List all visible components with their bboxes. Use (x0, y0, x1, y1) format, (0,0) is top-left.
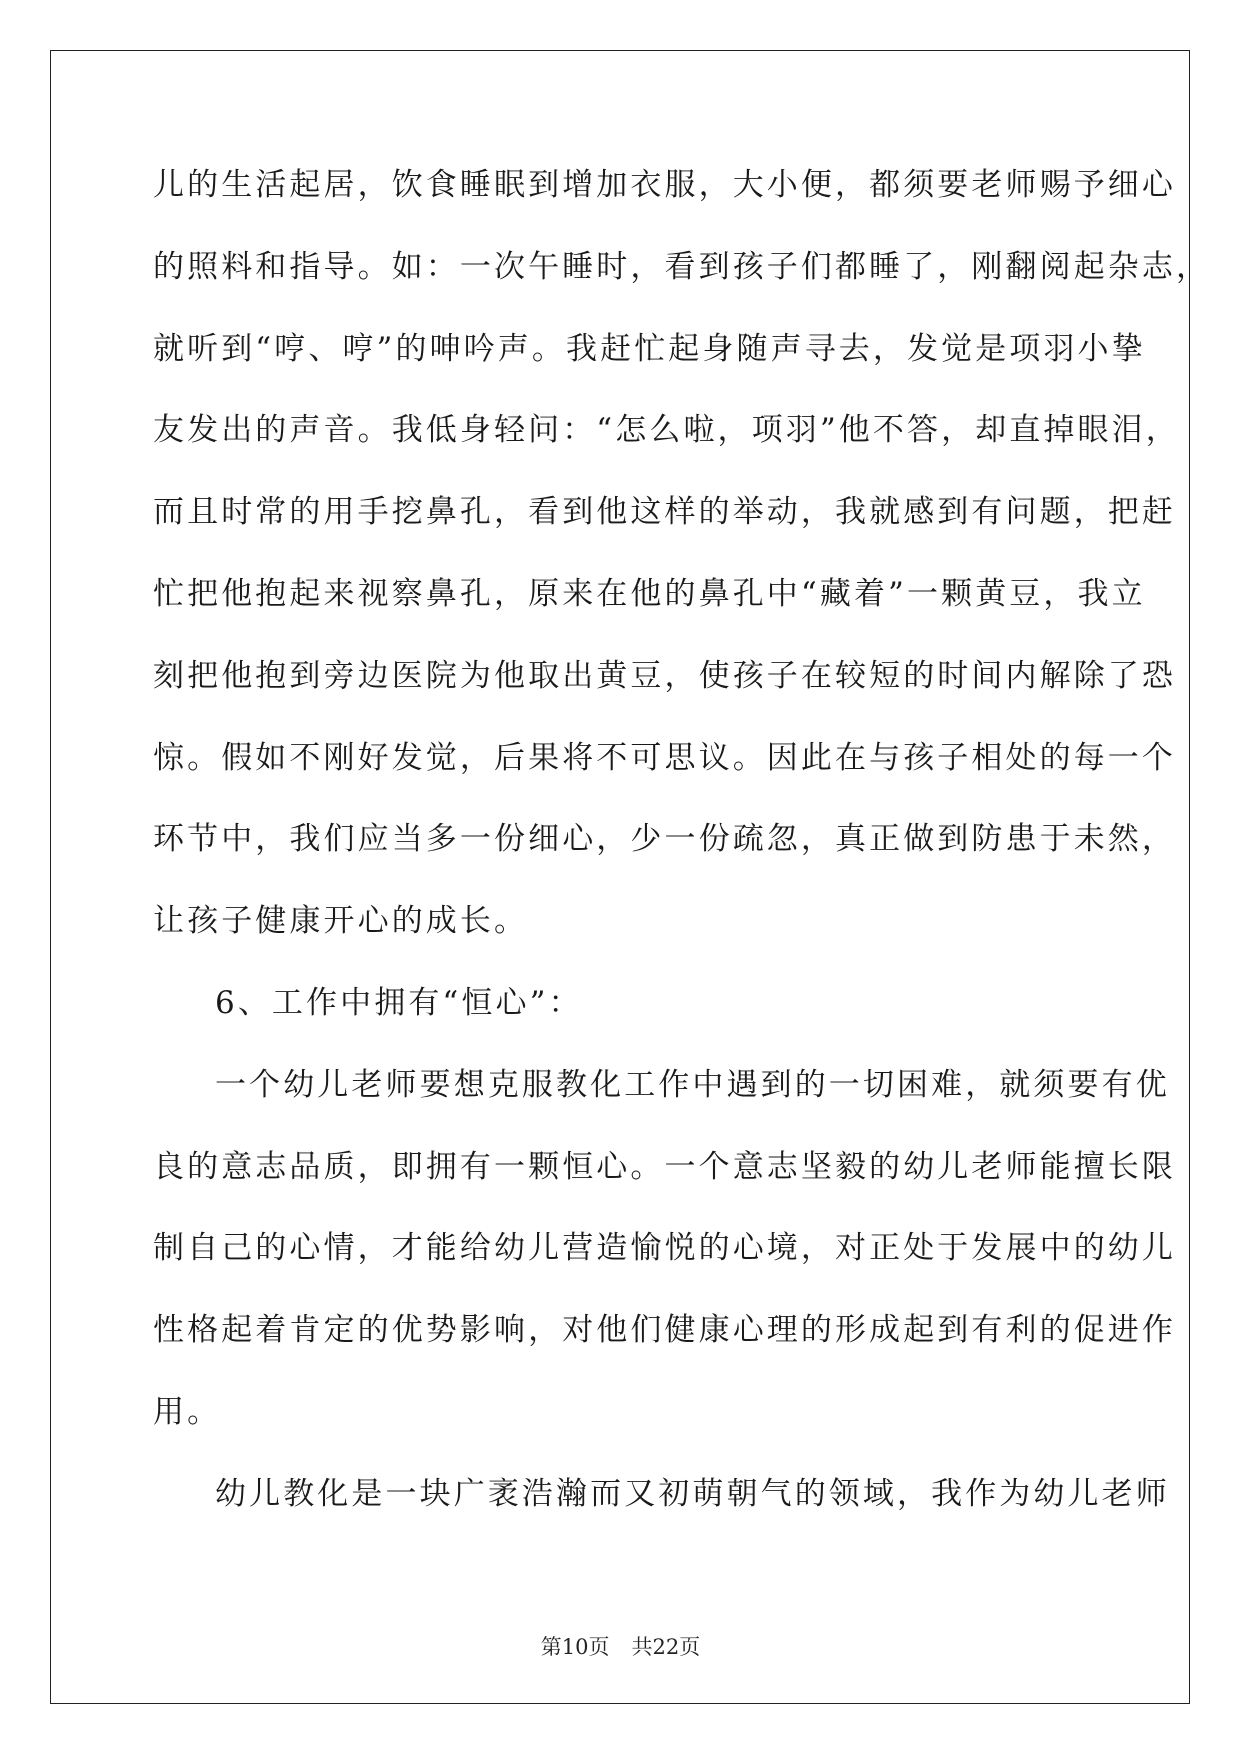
section-heading: 6、工作中拥有“恒心”： (215, 984, 583, 1021)
document-body (153, 162, 1211, 1553)
text-line-1: 儿的生活起居，饮食睡眠到增加衣服，大小便，都须要老师赐予细心 (153, 167, 1176, 203)
text-line-14: 制自己的心情，才能给幼儿营造愉悦的心境，对正处于发展中的幼儿 (153, 1230, 1176, 1267)
text-line-5: 而且时常的用手挖鼻孔，看到他这样的举动，我就感到有问题，把赶 (153, 494, 1176, 531)
text-line-17: 幼儿教化是一块广袤浩瀚而又初萌朝气的领域，我作为幼儿老师 (215, 1475, 1170, 1512)
text-line-15: 性格起着肯定的优势影响，对他们健康心理的形成起到有利的促进作 (153, 1312, 1176, 1349)
text-line-4: 友发出的声音。我低身轻问：“怎么啦，项羽”他不答，却直掉眼泪， (153, 412, 1180, 449)
current-page-number: 第10页 (540, 1635, 610, 1659)
text-line-10: 让孩子健康开心的成长。 (153, 903, 529, 940)
text-line-3: 就听到“哼、哼”的呻吟声。我赶忙起身随声寻去，发觉是项羽小挚 (153, 330, 1146, 367)
text-line-6: 忙把他抱起来视察鼻孔，原来在他的鼻孔中“藏着”一颗黄豆，我立 (153, 575, 1146, 612)
text-line-13: 良的意志品质，即拥有一颗恒心。一个意志坚毅的幼儿老师能擅长限 (153, 1148, 1176, 1185)
total-page-count: 共22页 (631, 1635, 701, 1659)
text-line-16: 用。 (153, 1393, 222, 1430)
text-line-9: 环节中，我们应当多一份细心，少一份疏忽，真正做到防患于未然， (153, 821, 1176, 858)
page-footer (0, 1635, 1241, 1659)
text-line-2: 的照料和指导。如：一次午睡时，看到孩子们都睡了，刚翻阅起杂志， (153, 248, 1211, 285)
text-line-7: 刻把他抱到旁边医院为他取出黄豆，使孩子在较短的时间内解除了恐 (153, 657, 1176, 694)
text-line-12: 一个幼儿老师要想克服教化工作中遇到的一切困难，就须要有优 (215, 1066, 1170, 1103)
text-line-8: 惊。假如不刚好发觉，后果将不可思议。因此在与孩子相处的每一个 (153, 739, 1176, 776)
